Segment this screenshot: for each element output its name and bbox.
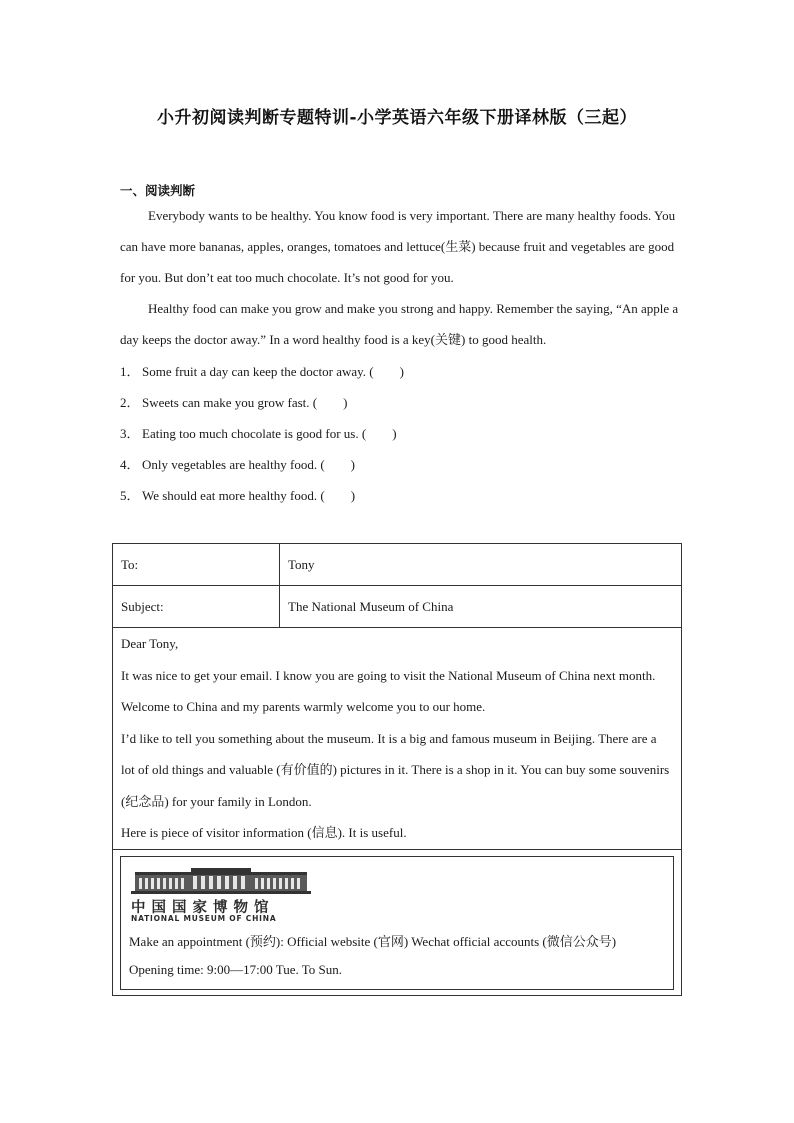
info-cell bbox=[113, 849, 682, 995]
question-number: 4． bbox=[120, 457, 140, 472]
to-label: To: bbox=[113, 544, 280, 586]
question-item bbox=[120, 449, 404, 480]
question-text: Eating too much chocolate is good for us. ( ) bbox=[142, 426, 397, 441]
email-body-row bbox=[113, 628, 682, 850]
logo-chinese-name: 中国国家博物馆 bbox=[131, 899, 275, 916]
page-title: 小升初阅读判断专题特训-小学英语六年级下册译林版（三起） bbox=[156, 108, 638, 128]
question-item bbox=[120, 356, 404, 387]
email-greeting: Dear Tony, bbox=[121, 636, 179, 651]
passage-paragraph-2 bbox=[120, 293, 680, 355]
question-number: 5． bbox=[120, 488, 140, 503]
passage-text: Everybody wants to be healthy. You know food is very important. There are many healthy foods. You can have more bananas, apples, oranges, tomatoes and lettuce(生菜) because fruit and vegetables are good for you. But don’t eat too much chocolate. It’s not good for you. bbox=[120, 208, 676, 285]
subject-label: Subject: bbox=[113, 586, 280, 628]
question-item bbox=[120, 480, 404, 511]
appointment-info: Make an appointment (预约): Official website (官网) Wechat official accounts (微信公众号) bbox=[129, 933, 617, 949]
question-text: Some fruit a day can keep the doctor away. ( ) bbox=[142, 364, 404, 379]
museum-logo bbox=[131, 867, 311, 922]
subject-value: The National Museum of China bbox=[280, 586, 682, 628]
email-body bbox=[113, 628, 682, 850]
question-text: Sweets can make you grow fast. ( ) bbox=[142, 395, 348, 410]
opening-time-info: Opening time: 9:00—17:00 Tue. To Sun. bbox=[129, 961, 343, 977]
email-paragraph: I’d like to tell you something about the museum. It is a big and famous museum in Beijing. There are a lot of old things and valuable (有价值的) pictures in it. There is a shop in it. You can buy some souvenirs (纪念品) for your family in London. bbox=[121, 730, 670, 809]
question-text: We should eat more healthy food. ( ) bbox=[142, 488, 356, 503]
museum-building-icon bbox=[131, 867, 311, 895]
info-row bbox=[113, 849, 682, 995]
question-text: Only vegetables are healthy food. ( ) bbox=[142, 457, 355, 472]
question-number: 3． bbox=[120, 426, 140, 441]
visitor-info-box bbox=[120, 856, 674, 990]
email-table bbox=[112, 543, 682, 996]
question-list bbox=[120, 356, 404, 511]
email-paragraph: It was nice to get your email. I know you are going to visit the National Museum of China next month. Welcome to China and my parents warmly welcome you to our home. bbox=[121, 667, 656, 714]
section-heading: 一、阅读判断 bbox=[120, 183, 196, 198]
email-subject-row bbox=[113, 586, 682, 628]
email-to-row bbox=[113, 544, 682, 586]
logo-english-name: NATIONAL MUSEUM OF CHINA bbox=[131, 913, 277, 923]
passage-text: Healthy food can make you grow and make you strong and happy. Remember the saying, “An apple a day keeps the doctor away.” In a word healthy food is a key(关键) to good health. bbox=[120, 301, 679, 347]
question-item bbox=[120, 418, 404, 449]
question-item bbox=[120, 387, 404, 418]
email-paragraph: Here is piece of visitor information (信息). It is useful. bbox=[121, 825, 407, 840]
to-value: Tony bbox=[280, 544, 682, 586]
passage-paragraph-1 bbox=[120, 200, 680, 293]
question-number: 2． bbox=[120, 395, 140, 410]
question-number: 1． bbox=[120, 364, 140, 379]
